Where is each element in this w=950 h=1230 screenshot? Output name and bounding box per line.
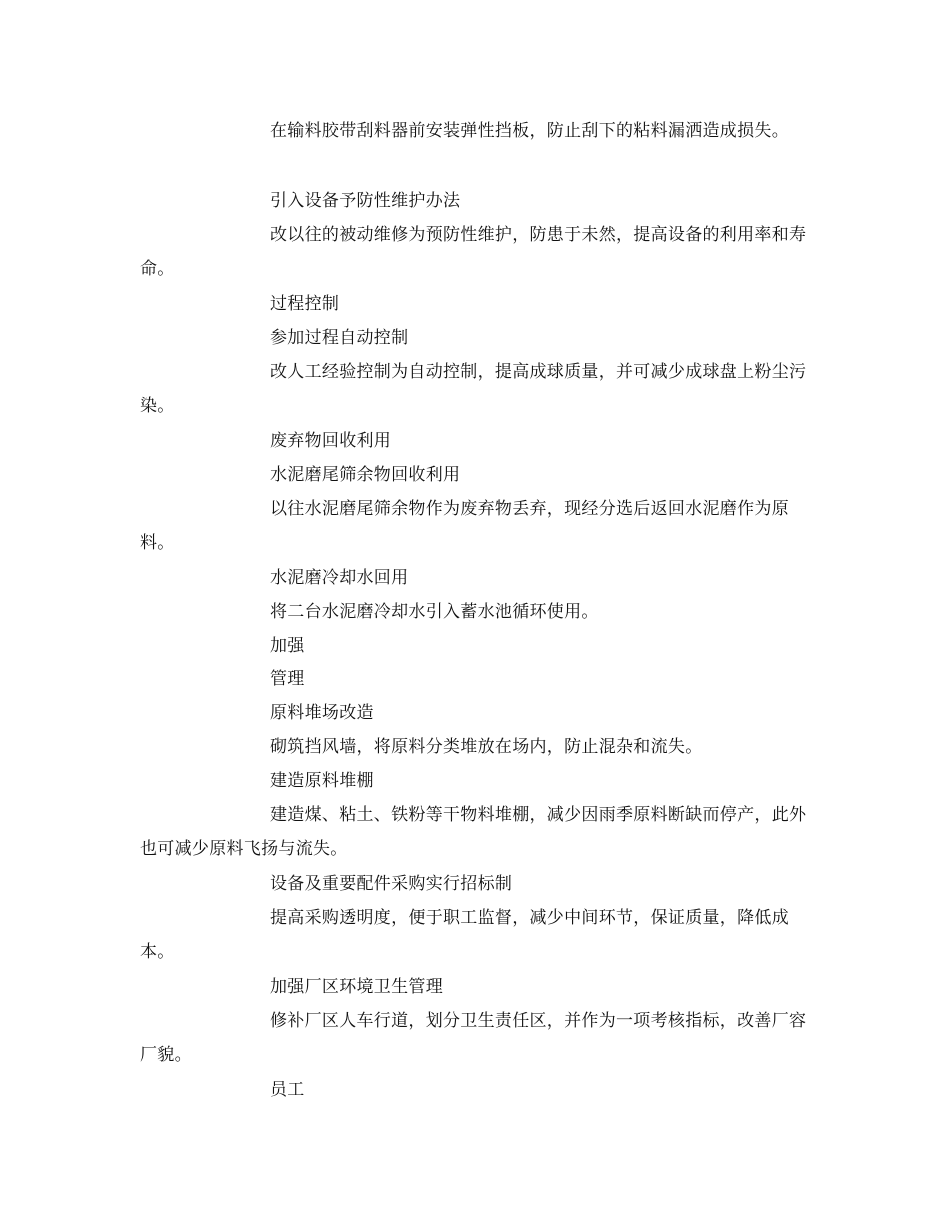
paragraph: 提高采购透明度，便于职工监督，减少中间环节，保证质量，降低成本。 <box>140 908 789 962</box>
heading-line: 设备及重要配件采购实行招标制 <box>270 874 513 894</box>
heading-line: 废弃物回收利用 <box>270 431 392 451</box>
paragraph: 将二台水泥磨冷却水引入蓄水池循环使用。 <box>270 602 599 622</box>
heading-line: 加强 <box>270 636 305 656</box>
heading-line: 水泥磨尾筛余物回收利用 <box>270 465 461 485</box>
heading-line: 建造原料堆棚 <box>270 771 374 791</box>
paragraph: 在输料胶带刮料器前安装弹性挡板，防止刮下的粘料漏洒造成损失。 <box>270 121 789 141</box>
paragraph: 建造煤、粘土、铁粉等干物料堆棚，减少因雨季原料断缺而停产，此外也可减少原料飞扬与流失。 <box>140 805 807 859</box>
paragraph: 改以往的被动维修为预防性维护，防患于未然，提高设备的利用率和寿命。 <box>140 225 807 279</box>
heading-line: 原料堆场改造 <box>270 703 374 723</box>
paragraph: 砌筑挡风墙，将原料分类堆放在场内，防止混杂和流失。 <box>270 737 703 757</box>
paragraph: 以往水泥磨尾筛余物作为废弃物丢弃，现经分选后返回水泥磨作为原料。 <box>140 499 789 553</box>
heading-line: 参加过程自动控制 <box>270 328 409 348</box>
paragraph: 改人工经验控制为自动控制，提高成球质量，并可减少成球盘上粉尘污染。 <box>140 362 807 416</box>
heading-line: 水泥磨冷却水回用 <box>270 568 409 588</box>
heading-line: 员工 <box>270 1080 305 1100</box>
heading-line: 加强厂区环境卫生管理 <box>270 977 443 997</box>
paragraph: 修补厂区人车行道，划分卫生责任区，并作为一项考核指标，改善厂容厂貌。 <box>140 1011 807 1065</box>
heading-line: 过程控制 <box>270 294 340 314</box>
heading-line: 引入设备予防性维护办法 <box>270 191 461 211</box>
heading-line: 管理 <box>270 669 305 689</box>
